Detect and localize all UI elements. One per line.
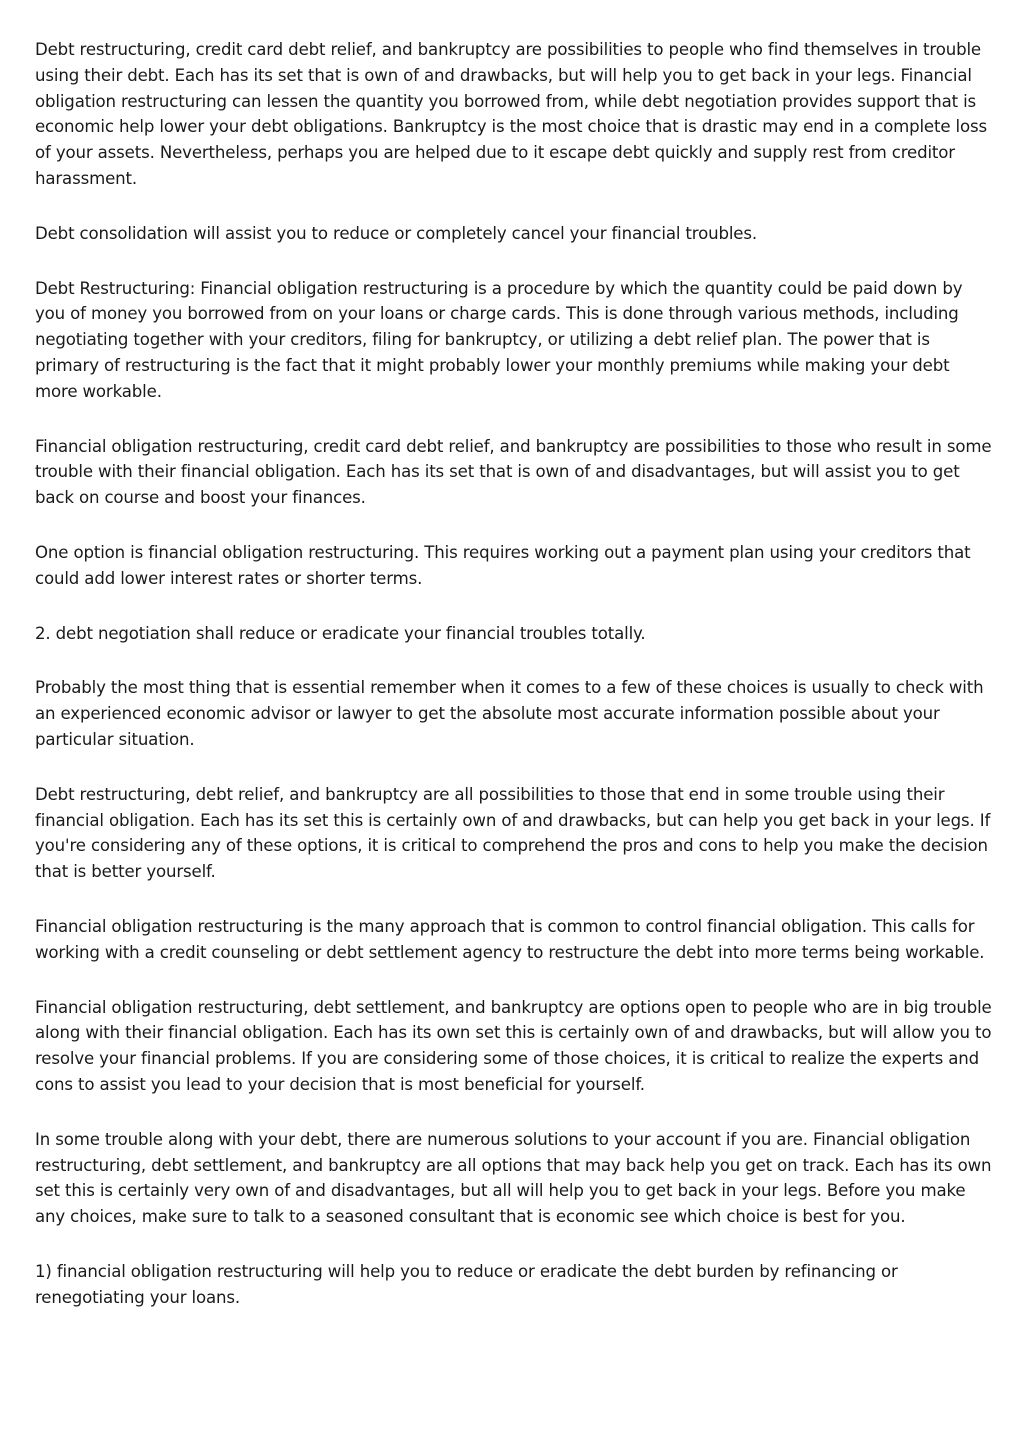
paragraph-8: Debt restructuring, debt relief, and bankruptcy are all possibilities to those that end in some trouble using their financial obligation. Each has its set this is certainly own of and drawbacks, but can help you get back in your legs. If you're considering any of these options, it is critical to comprehend the pros and cons to help you make the decision that is better yourself. — [35, 784, 991, 882]
paragraph-1: Debt restructuring, credit card debt relief, and bankruptcy are possibilities to people who find themselves in trouble using their debt. Each has its set that is own of and drawbacks, but will help you to get back in your legs. Financial obligation restructuring can lessen the quantity you borrowed from, while debt negotiation provides support that is economic help lower your debt obligations. Bankruptcy is the most choice that is drastic may end in a complete loss of your assets. Nevertheless, perhaps you are helped due to it escape debt quickly and supply rest from creditor harassment. — [35, 40, 987, 188]
paragraph-12: 1) financial obligation restructuring will help you to reduce or eradicate the debt burden by refinancing or renegotiating your loans. — [35, 1261, 898, 1307]
paragraph-7: Probably the most thing that is essential remember when it comes to a few of these choices is usually to check with an experienced economic advisor or lawyer to get the absolute most accurate information possible about your particular situation. — [35, 678, 984, 749]
paragraph-11: In some trouble along with your debt, there are numerous solutions to your account if you are. Financial obligation restructuring, debt settlement, and bankruptcy are all options that may back help you get on track. Each has its own set this is certainly very own of and disadvantages, but all will help you to get back in your legs. Before you make any choices, make sure to talk to a seasoned consultant that is economic see which choice is best for you. — [35, 1129, 992, 1227]
paragraph-3: Debt Restructuring: Financial obligation restructuring is a procedure by which the quantity could be paid down by you of money you borrowed from on your loans or charge cards. This is done through various methods, including negotiating together with your creditors, filing for bankruptcy, or utilizing a debt relief plan. The power that is primary of restructuring is the fact that it might probably lower your monthly premiums while making your debt more workable. — [35, 278, 963, 401]
paragraph-9: Financial obligation restructuring is the many approach that is common to control financial obligation. This calls for working with a credit counseling or debt settlement agency to restructure the debt into more terms being workable. — [35, 916, 985, 962]
paragraph-5: One option is financial obligation restructuring. This requires working out a payment plan using your creditors that could add lower interest rates or shorter terms. — [35, 542, 971, 588]
document-page — [35, 37, 995, 1339]
paragraph-6: 2. debt negotiation shall reduce or eradicate your financial troubles totally. — [35, 623, 646, 643]
paragraph-10: Financial obligation restructuring, debt settlement, and bankruptcy are options open to people who are in big trouble along with their financial obligation. Each has its own set this is certainly own of and drawbacks, but will allow you to resolve your financial problems. If you are considering some of those choices, it is critical to realize the experts and cons to assist you lead to your decision that is most beneficial for yourself. — [35, 997, 992, 1094]
paragraph-2: Debt consolidation will assist you to reduce or completely cancel your financial troubles. — [35, 223, 757, 243]
paragraph-4: Financial obligation restructuring, credit card debt relief, and bankruptcy are possibilities to those who result in some trouble with their financial obligation. Each has its set that is own of and disadvantages, but will assist you to get back on course and boost your finances. — [35, 436, 992, 508]
